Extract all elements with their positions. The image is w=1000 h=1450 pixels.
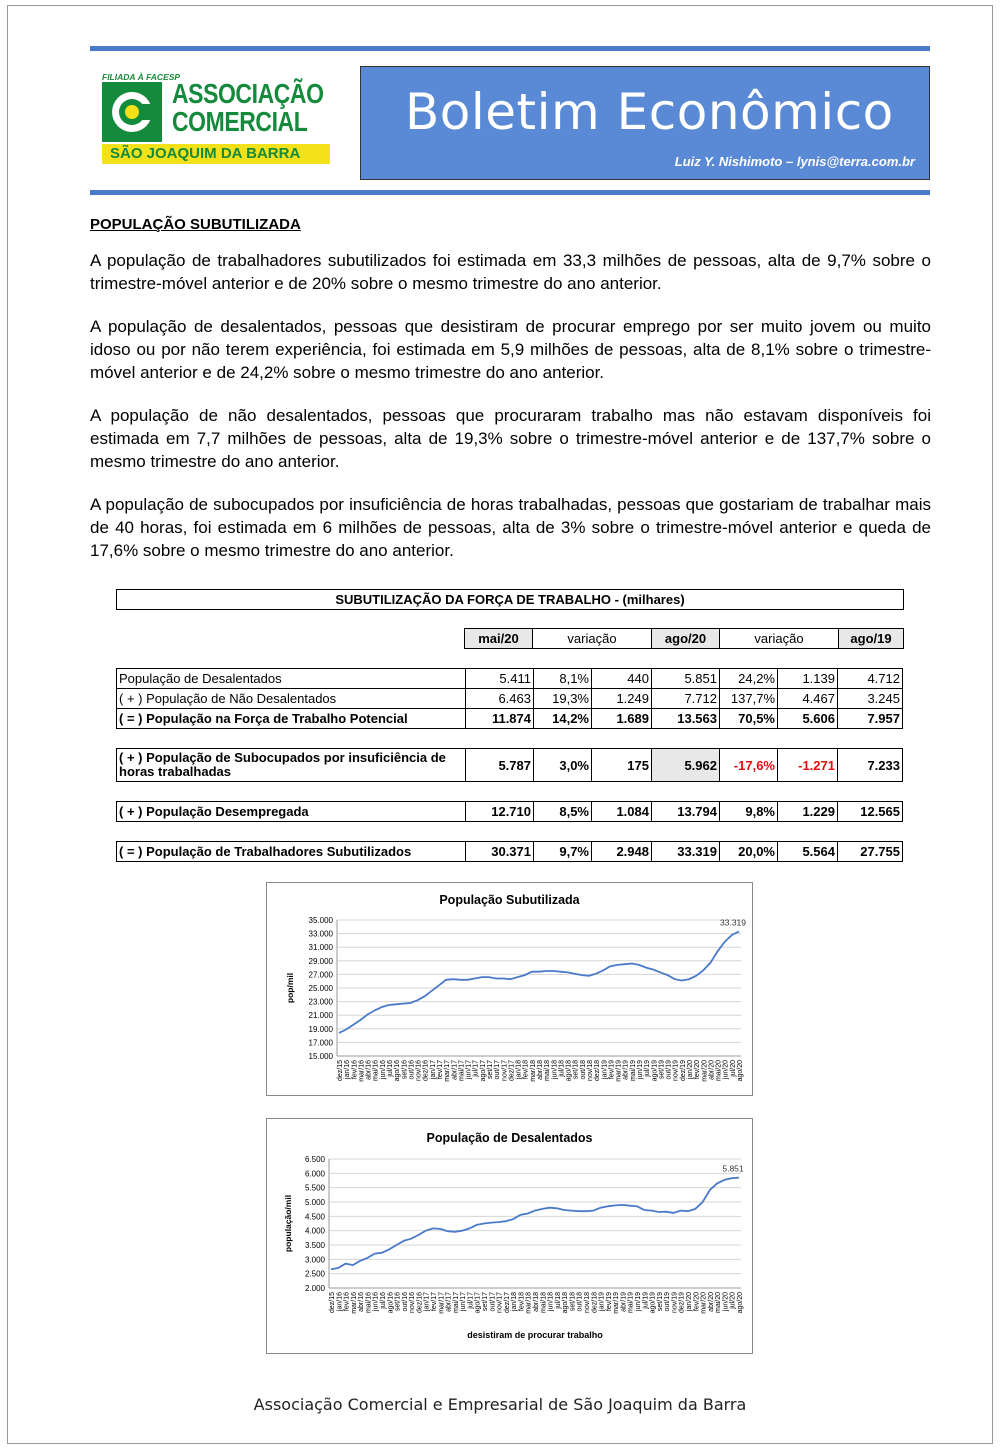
logo-line-1: ASSOCIAÇÃO bbox=[172, 78, 324, 109]
cell: 33.319 bbox=[652, 842, 720, 862]
chart-discouraged bbox=[266, 1118, 753, 1354]
cell: 1.139 bbox=[778, 669, 838, 689]
x-tick-label: dez/16 bbox=[422, 1060, 430, 1082]
cell: 9,7% bbox=[534, 842, 592, 862]
cell: 7.233 bbox=[838, 749, 903, 782]
x-tick-label: ago/17 bbox=[479, 1060, 487, 1082]
x-tick-label: dez/15 bbox=[337, 1060, 344, 1082]
table-group-total bbox=[116, 841, 903, 862]
cell: 19,3% bbox=[534, 689, 592, 709]
x-tick-label: jul/18 bbox=[558, 1060, 566, 1077]
x-tick-label: mai/19 bbox=[629, 1060, 637, 1082]
x-tick-label: out/16 bbox=[401, 1292, 409, 1312]
y-tick-label: 33.000 bbox=[308, 929, 333, 939]
cell: -17,6% bbox=[720, 749, 778, 782]
x-tick-label: mai/16 bbox=[365, 1292, 373, 1314]
table-group-unemployed bbox=[116, 801, 903, 822]
cell: 11.874 bbox=[466, 709, 534, 729]
x-tick-label: nov/16 bbox=[415, 1060, 423, 1082]
x-tick-label: jan/18 bbox=[511, 1292, 519, 1312]
author-credit: Luiz Y. Nishimoto – lynis@terra.com.br bbox=[674, 154, 915, 169]
x-tick-label: ago/19 bbox=[651, 1060, 659, 1082]
x-tick-label: jun/20 bbox=[722, 1060, 730, 1080]
x-tick-label: mai/17 bbox=[458, 1060, 466, 1082]
y-tick-label: 6.000 bbox=[304, 1169, 325, 1179]
header-variacao-1: variação bbox=[533, 629, 652, 649]
x-tick-label: mai/18 bbox=[540, 1292, 548, 1314]
cell: 13.563 bbox=[652, 709, 720, 729]
x-axis-label: desistiram de procurar trabalho bbox=[467, 1330, 603, 1340]
cell: 5.787 bbox=[466, 749, 534, 782]
x-tick-label: set/17 bbox=[487, 1060, 494, 1080]
cell: 3,0% bbox=[534, 749, 592, 782]
cell: 8,1% bbox=[534, 669, 592, 689]
x-tick-label: jan/17 bbox=[423, 1292, 431, 1312]
section-title: POPULAÇÃO SUBUTILIZADA bbox=[90, 216, 301, 233]
table-group-potential bbox=[116, 668, 903, 729]
cell: 440 bbox=[592, 669, 652, 689]
x-tick-label: jun/16 bbox=[379, 1060, 387, 1080]
row-label: ( = ) População de Trabalhadores Subutilizados bbox=[117, 842, 466, 862]
cell: 70,5% bbox=[720, 709, 778, 729]
x-tick-label: abr/20 bbox=[707, 1292, 715, 1312]
x-tick-label: mar/18 bbox=[529, 1060, 537, 1082]
chart-subutilized-svg bbox=[267, 883, 752, 1095]
paragraph: A população de não desalentados, pessoas que procuraram trabalho mas não estavam disponíveis foi estimada em 7,7 milhões de pessoas, alta de 19,3% sobre o trimestre-móvel anterior e de 137,7% sobre o mesmo trimestre do ano anterior. bbox=[90, 406, 931, 471]
y-tick-label: 5.500 bbox=[304, 1183, 325, 1193]
x-tick-label: set/16 bbox=[394, 1292, 402, 1312]
y-tick-label: 4.000 bbox=[304, 1226, 325, 1236]
x-tick-label: set/19 bbox=[658, 1060, 666, 1080]
y-tick-label: 5.000 bbox=[304, 1198, 325, 1207]
cell: 5.606 bbox=[778, 709, 838, 729]
y-tick-label: 35.000 bbox=[308, 916, 333, 925]
x-tick-label: nov/17 bbox=[501, 1060, 509, 1082]
cell: 4.712 bbox=[838, 669, 903, 689]
x-tick-label: ago/16 bbox=[387, 1292, 395, 1314]
x-tick-label: out/18 bbox=[576, 1292, 584, 1312]
x-tick-label: fev/20 bbox=[693, 1292, 701, 1312]
series-line bbox=[331, 1178, 739, 1270]
x-tick-label: mar/20 bbox=[701, 1060, 709, 1082]
x-tick-label: fev/18 bbox=[522, 1060, 530, 1080]
cell: 1.249 bbox=[592, 689, 652, 709]
x-tick-label: jun/20 bbox=[722, 1292, 730, 1312]
x-tick-label: jan/16 bbox=[336, 1292, 344, 1312]
data-label: 33.319 bbox=[720, 917, 746, 928]
x-tick-label: jan/19 bbox=[601, 1060, 609, 1080]
x-tick-label: fev/18 bbox=[518, 1292, 526, 1312]
x-tick-label: fev/20 bbox=[694, 1060, 702, 1080]
x-tick-label: set/17 bbox=[482, 1292, 489, 1312]
x-tick-label: abr/16 bbox=[358, 1292, 366, 1312]
chart-title: População de Desalentados bbox=[426, 1131, 593, 1145]
cell: 9,8% bbox=[720, 802, 778, 822]
cell: 7.712 bbox=[652, 689, 720, 709]
x-tick-label: jul/17 bbox=[467, 1292, 475, 1309]
header-bottom-rule bbox=[90, 190, 930, 195]
table-row bbox=[117, 842, 903, 862]
row-label: ( + ) População Desempregada bbox=[117, 802, 466, 822]
x-tick-label: ago/20 bbox=[737, 1292, 744, 1314]
y-tick-label: 27.000 bbox=[308, 970, 333, 980]
x-tick-label: mar/17 bbox=[438, 1292, 446, 1314]
x-tick-label: abr/16 bbox=[365, 1060, 373, 1080]
x-tick-label: jan/20 bbox=[687, 1060, 694, 1080]
x-tick-label: mai/18 bbox=[544, 1060, 552, 1082]
association-logo bbox=[102, 72, 330, 168]
paragraph: A população de subocupados por insuficiência de horas trabalhadas, pessoas que gostariam de trabalhar mais de 40 horas, foi estimada em 6 milhões de pessoas, alta de 3% sobre o trimestre-móvel anterior e queda de 17,6% sobre o mesmo trimestre do ano anterior. bbox=[90, 495, 931, 560]
y-tick-label: 2.000 bbox=[304, 1284, 325, 1293]
x-tick-label: out/19 bbox=[664, 1292, 672, 1312]
cell: 5.851 bbox=[652, 669, 720, 689]
article-body bbox=[90, 216, 931, 582]
row-label: ( = ) População na Força de Trabalho Potencial bbox=[117, 709, 466, 729]
x-tick-label: fev/16 bbox=[343, 1292, 351, 1312]
cell: 4.467 bbox=[778, 689, 838, 709]
cell: 7.957 bbox=[838, 709, 903, 729]
x-tick-label: mai/16 bbox=[372, 1060, 380, 1082]
x-tick-label: jul/20 bbox=[729, 1060, 737, 1077]
x-tick-label: dez/17 bbox=[503, 1292, 511, 1314]
logo-emblem-icon bbox=[102, 82, 162, 142]
cell: 24,2% bbox=[720, 669, 778, 689]
table-row bbox=[117, 689, 903, 709]
cell: 1.084 bbox=[592, 802, 652, 822]
y-tick-label: 3.000 bbox=[304, 1255, 325, 1265]
cell: 30.371 bbox=[466, 842, 534, 862]
y-tick-label: 15.000 bbox=[308, 1052, 333, 1061]
x-tick-label: out/16 bbox=[408, 1060, 416, 1080]
x-tick-label: mar/20 bbox=[700, 1292, 708, 1314]
footer-text: Associação Comercial e Empresarial de São Joaquim da Barra bbox=[253, 1395, 747, 1414]
x-tick-label: mai/20 bbox=[715, 1292, 723, 1314]
x-tick-label: dez/17 bbox=[508, 1060, 516, 1082]
table-row bbox=[117, 802, 903, 822]
x-tick-label: nov/18 bbox=[587, 1060, 594, 1082]
x-tick-label: jan/19 bbox=[598, 1292, 606, 1312]
x-tick-label: mar/17 bbox=[444, 1060, 452, 1082]
x-tick-label: dez/19 bbox=[678, 1292, 686, 1314]
x-tick-label: set/18 bbox=[569, 1292, 577, 1312]
y-tick-label: 4.500 bbox=[304, 1212, 325, 1222]
x-tick-label: jun/17 bbox=[465, 1060, 473, 1080]
y-tick-label: 3.500 bbox=[304, 1241, 325, 1250]
y-tick-label: 29.000 bbox=[308, 956, 333, 966]
x-tick-label: nov/16 bbox=[409, 1292, 417, 1314]
x-tick-label: abr/17 bbox=[445, 1292, 453, 1312]
x-tick-label: ago/19 bbox=[649, 1292, 657, 1314]
cell: 8,5% bbox=[534, 802, 592, 822]
x-tick-label: jun/17 bbox=[460, 1292, 468, 1312]
x-tick-label: out/17 bbox=[494, 1060, 502, 1080]
y-tick-label: 25.000 bbox=[308, 984, 333, 993]
x-tick-label: abr/19 bbox=[620, 1292, 628, 1312]
x-tick-label: set/16 bbox=[401, 1060, 409, 1080]
row-label: ( + ) População de Não Desalentados bbox=[117, 689, 466, 709]
header-top-rule bbox=[90, 46, 930, 51]
cell: 137,7% bbox=[720, 689, 778, 709]
x-tick-label: jun/16 bbox=[372, 1292, 380, 1312]
cell: 175 bbox=[592, 749, 652, 782]
table-row bbox=[117, 709, 903, 729]
bulletin-title-box bbox=[360, 66, 930, 180]
cell: 14,2% bbox=[534, 709, 592, 729]
x-tick-label: ago/20 bbox=[737, 1060, 744, 1082]
x-tick-label: set/19 bbox=[656, 1292, 664, 1312]
x-tick-label: abr/19 bbox=[622, 1060, 630, 1080]
y-axis-label: pop/mil bbox=[285, 972, 295, 1004]
paragraph: A população de trabalhadores subutilizados foi estimada em 33,3 milhões de pessoas, alta de 9,7% sobre o trimestre-móvel anterior e de 20% sobre o mesmo trimestre do ano anterior. bbox=[90, 251, 931, 293]
x-tick-label: abr/20 bbox=[708, 1060, 716, 1080]
cell: 1.229 bbox=[778, 802, 838, 822]
y-tick-label: 6.500 bbox=[304, 1155, 325, 1164]
x-tick-label: jun/19 bbox=[637, 1060, 644, 1080]
x-tick-label: dez/18 bbox=[594, 1060, 602, 1082]
chart-subutilized bbox=[266, 882, 753, 1096]
x-tick-label: jun/19 bbox=[635, 1292, 642, 1312]
x-tick-label: mar/18 bbox=[525, 1292, 533, 1314]
y-tick-label: 2.500 bbox=[304, 1269, 325, 1279]
data-label: 5.851 bbox=[722, 1163, 744, 1174]
cell: -1.271 bbox=[778, 749, 838, 782]
x-tick-label: jul/16 bbox=[380, 1292, 387, 1309]
x-tick-label: jan/20 bbox=[686, 1292, 693, 1312]
cell: 3.245 bbox=[838, 689, 903, 709]
cell: 5.564 bbox=[778, 842, 838, 862]
x-tick-label: nov/19 bbox=[672, 1060, 680, 1082]
x-tick-label: mai/20 bbox=[715, 1060, 723, 1082]
y-tick-label: 23.000 bbox=[308, 997, 333, 1007]
y-tick-label: 21.000 bbox=[308, 1011, 333, 1021]
cell: 20,0% bbox=[720, 842, 778, 862]
x-tick-label: ago/18 bbox=[562, 1292, 570, 1314]
cell: 5.962 bbox=[652, 749, 720, 782]
table-row bbox=[117, 669, 903, 689]
x-tick-label: nov/19 bbox=[671, 1292, 679, 1314]
cell: 12.710 bbox=[466, 802, 534, 822]
x-tick-label: jul/19 bbox=[644, 1060, 652, 1077]
x-tick-label: jul/18 bbox=[554, 1292, 562, 1309]
header-ago19: ago/19 bbox=[839, 629, 904, 649]
x-tick-label: out/19 bbox=[665, 1060, 673, 1080]
x-tick-label: jul/19 bbox=[642, 1292, 650, 1309]
x-tick-label: out/18 bbox=[579, 1060, 587, 1080]
x-tick-label: mar/19 bbox=[615, 1060, 623, 1082]
logo-line-3: SÃO JOAQUIM DA BARRA bbox=[110, 145, 301, 162]
table-group-underemployed bbox=[116, 748, 903, 782]
x-tick-label: mar/16 bbox=[350, 1292, 358, 1314]
x-tick-label: fev/17 bbox=[437, 1060, 444, 1080]
x-tick-label: mai/17 bbox=[452, 1292, 460, 1314]
x-tick-label: jun/18 bbox=[547, 1292, 555, 1312]
x-tick-label: fev/16 bbox=[351, 1060, 359, 1080]
x-tick-label: fev/17 bbox=[431, 1292, 438, 1312]
x-tick-label: ago/16 bbox=[394, 1060, 402, 1082]
x-tick-label: fev/19 bbox=[608, 1060, 616, 1080]
bulletin-title: Boletim Econômico bbox=[405, 83, 894, 141]
x-tick-label: nov/17 bbox=[496, 1292, 504, 1314]
chart-title: População Subutilizada bbox=[439, 893, 580, 907]
x-tick-label: ago/17 bbox=[474, 1292, 482, 1314]
x-tick-label: out/17 bbox=[489, 1292, 497, 1312]
y-tick-label: 19.000 bbox=[308, 1024, 333, 1034]
row-label: População de Desalentados bbox=[117, 669, 466, 689]
cell: 13.794 bbox=[652, 802, 720, 822]
x-tick-label: jul/17 bbox=[472, 1060, 480, 1077]
cell: 6.463 bbox=[466, 689, 534, 709]
x-tick-label: abr/18 bbox=[537, 1060, 544, 1080]
x-tick-label: nov/18 bbox=[584, 1292, 591, 1314]
row-label: ( + ) População de Subocupados por insuficiência de horas trabalhadas bbox=[117, 749, 466, 782]
table-header bbox=[464, 628, 904, 649]
x-tick-label: dez/19 bbox=[679, 1060, 687, 1082]
logo-line-2: COMERCIAL bbox=[172, 106, 308, 137]
x-tick-label: jan/16 bbox=[344, 1060, 352, 1080]
x-tick-label: fev/19 bbox=[605, 1292, 613, 1312]
header-variacao-2: variação bbox=[720, 629, 839, 649]
series-line bbox=[339, 931, 739, 1033]
y-tick-label: 17.000 bbox=[308, 1038, 333, 1048]
cell: 1.689 bbox=[592, 709, 652, 729]
x-tick-label: abr/18 bbox=[533, 1292, 540, 1312]
chart-discouraged-svg bbox=[267, 1119, 752, 1353]
cell: 2.948 bbox=[592, 842, 652, 862]
x-tick-label: jan/18 bbox=[515, 1060, 523, 1080]
x-tick-label: jul/16 bbox=[387, 1060, 394, 1077]
x-tick-label: jan/17 bbox=[429, 1060, 437, 1080]
y-axis-label: população/mil bbox=[283, 1194, 293, 1253]
cell: 5.411 bbox=[466, 669, 534, 689]
x-tick-label: ago/18 bbox=[565, 1060, 573, 1082]
x-tick-label: dez/15 bbox=[329, 1292, 336, 1314]
cell: 27.755 bbox=[838, 842, 903, 862]
x-tick-label: jul/20 bbox=[729, 1292, 737, 1309]
x-tick-label: abr/17 bbox=[451, 1060, 459, 1080]
x-tick-label: mar/19 bbox=[613, 1292, 621, 1314]
x-tick-label: jun/18 bbox=[551, 1060, 559, 1080]
x-tick-label: set/18 bbox=[572, 1060, 580, 1080]
header-mai20: mai/20 bbox=[465, 629, 533, 649]
cell: 12.565 bbox=[838, 802, 903, 822]
y-tick-label: 31.000 bbox=[308, 943, 333, 953]
x-tick-label: dez/16 bbox=[416, 1292, 424, 1314]
logo-affiliation: FILIADA À FACESP bbox=[102, 72, 181, 82]
x-tick-label: mai/19 bbox=[627, 1292, 635, 1314]
header-ago20: ago/20 bbox=[652, 629, 720, 649]
table-row bbox=[117, 749, 903, 782]
table-caption: SUBUTILIZAÇÃO DA FORÇA DE TRABALHO - (milhares) bbox=[116, 589, 904, 610]
x-tick-label: dez/18 bbox=[591, 1292, 599, 1314]
x-tick-label: mar/16 bbox=[358, 1060, 366, 1082]
paragraph: A população de desalentados, pessoas que desistiram de procurar emprego por ser muito jovem ou muito idoso ou por não terem experiência, foi estimada em 5,9 milhões de pessoas, alta de 8,1% sobre o trimestre-móvel anterior e de 24,2% sobre o mesmo trimestre do ano anterior. bbox=[90, 317, 931, 382]
